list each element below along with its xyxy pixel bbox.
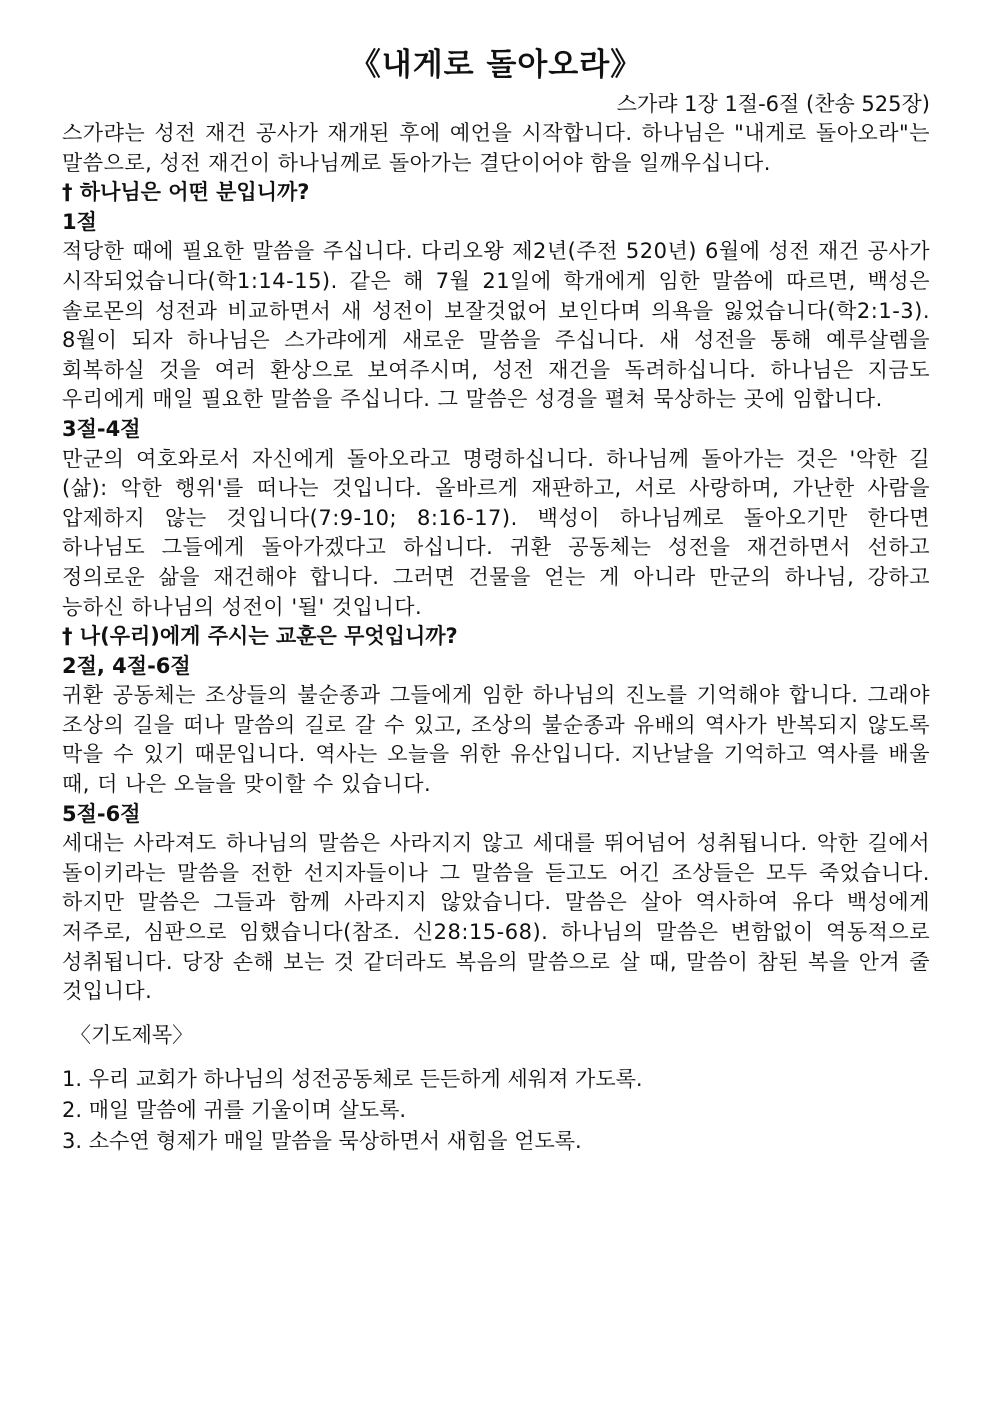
- prayer-list: [62, 1064, 930, 1157]
- prayer-item: 3. 소수연 형제가 매일 말씀을 묵상하면서 새힘을 얻도록.: [62, 1128, 582, 1153]
- verse-paragraph: 만군의 여호와로서 자신에게 돌아오라고 명령하십니다. 하나님께 돌아가는 것은 '악한 길(삶): 악한 행위'를 떠나는 것입니다. 올바르게 재판하고, 서로 사랑하며, 가난한 사람을 압제하지 않는 것입니다(7:9-10; 8:16-17). 백성이 하나님께로 돌아오기만 한다면 하나님도 그들에게 돌아가겠다고 하십니다. 귀환 공동체는 성전을 재건하면서 선하고 정의로운 삶을 재건해야 합니다. 그러면 건물을 얻는 게 아니라 만군의 하나님, 강하고 능하신 하나님의 성전이 '될' 것입니다.: [62, 446, 930, 619]
- question-heading-2: † 나(우리)에게 주시는 교훈은 무엇입니까?: [62, 624, 458, 649]
- question-heading-1: † 하나님은 어떤 분입니까?: [62, 180, 310, 205]
- verse-paragraph: 세대는 사라져도 하나님의 말씀은 사라지지 않고 세대를 뛰어넘어 성취됩니다. 악한 길에서 돌이키라는 말씀을 전한 선지자들이나 그 말씀을 듣고도 어긴 조상들은 모두 죽었습니다. 하지만 말씀은 그들과 함께 사라지지 않았습니다. 말씀은 살아 역사하여 유다 백성에게 저주로, 심판으로 임했습니다(참조. 신28:15-68). 하나님의 말씀은 변함없이 역동적으로 성취됩니다. 당장 손해 보는 것 같더라도 복음의 말씀으로 살 때, 말씀이 참된 복을 안겨 줄 것입니다.: [62, 831, 930, 1004]
- verse-paragraph: 적당한 때에 필요한 말씀을 주십니다. 다리오왕 제2년(주전 520년) 6월에 성전 재건 공사가 시작되었습니다(학1:14-15). 같은 해 7월 21일에 학개에게 임한 말씀에 따르면, 백성은 솔로몬의 성전과 비교하면서 새 성전이 보잘것없어 보인다며 의욕을 잃었습니다(학2:1-3). 8월이 되자 하나님은 스가랴에게 새로운 말씀을 주십니다. 새 성전을 통해 예루살렘을 회복하실 것을 여러 환상으로 보여주시며, 성전 재건을 독려하십니다. 하나님은 지금도 우리에게 매일 필요한 말씀을 주십니다. 그 말씀은 성경을 펼쳐 묵상하는 곳에 임합니다.: [62, 239, 930, 412]
- prayer-item: 2. 매일 말씀에 귀를 기울이며 살도록.: [62, 1097, 407, 1122]
- prayer-section-title: 〈기도제목〉: [70, 1022, 194, 1047]
- document-title: 《내게로 돌아오라》: [349, 47, 643, 83]
- scripture-reference: 스가랴 1장 1절-6절 (찬송 525장): [616, 92, 930, 116]
- verse-heading: 1절: [62, 209, 97, 234]
- verse-heading: 5절-6절: [62, 801, 141, 826]
- verse-paragraph: 귀환 공동체는 조상들의 불순종과 그들에게 임한 하나님의 진노를 기억해야 합니다. 그래야 조상의 길을 떠나 말씀의 길로 갈 수 있고, 조상의 불순종과 유배의 역사가 반복되지 않도록 막을 수 있기 때문입니다. 역사는 오늘을 위한 유산입니다. 지난날을 기억하고 역사를 배울 때, 더 나은 오늘을 맞이할 수 있습니다.: [62, 683, 930, 797]
- verse-heading: 3절-4절: [62, 416, 141, 441]
- verse-heading: 2절, 4절-6절: [62, 653, 191, 678]
- intro-paragraph: 스가랴는 성전 재건 공사가 재개된 후에 예언을 시작합니다. 하나님은 "내게로 돌아오라"는 말씀으로, 성전 재건이 하나님께로 돌아가는 결단이어야 함을 일깨우십니다.: [62, 121, 930, 175]
- prayer-item: 1. 우리 교회가 하나님의 성전공동체로 든든하게 세워져 가도록.: [62, 1066, 643, 1091]
